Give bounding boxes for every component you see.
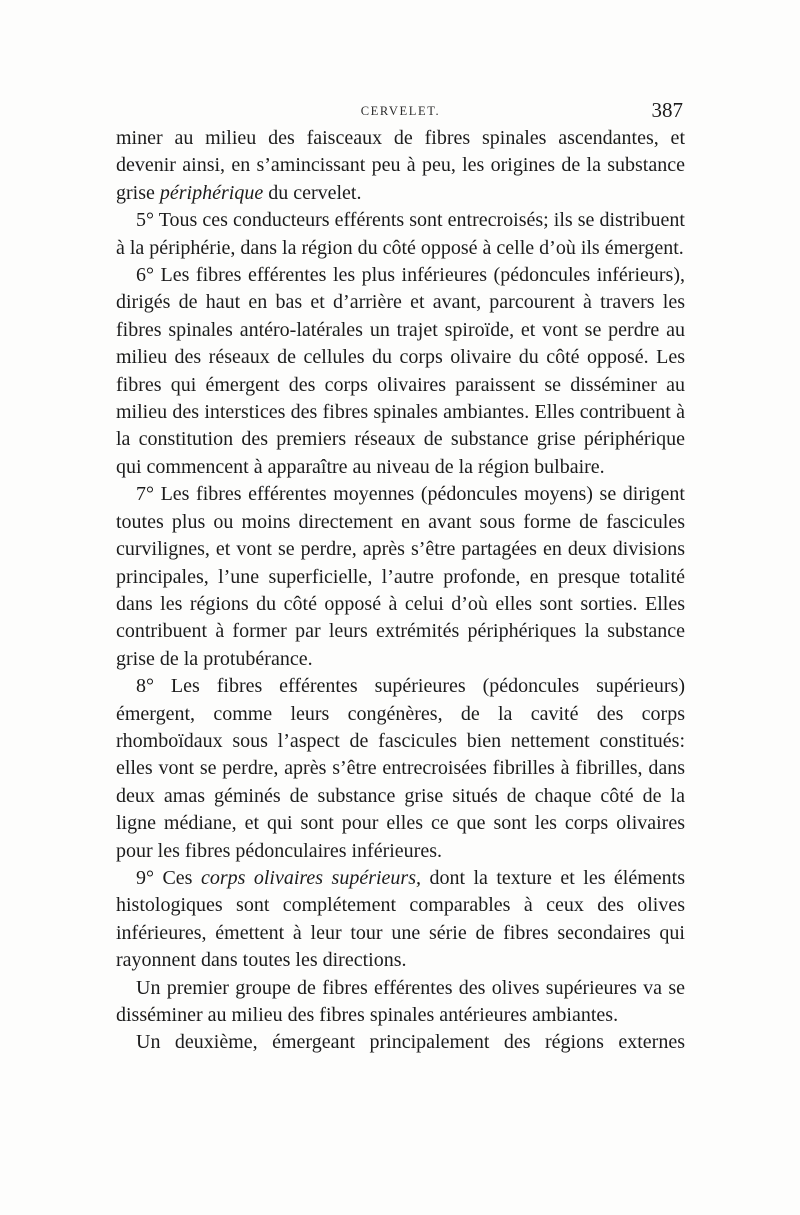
paragraph-6: 6° Les fibres efférentes les plus inférieures (pédoncules inférieurs), dirigés de haut en bas et d’arrière et avant, parcourent à travers les fibres spinales antéro-latérales un trajet spiroïde, et vont se perdre au milieu des réseaux de cellules du corps olivaire du côté opposé. Les fibres qui émergent des corps olivaires paraissent se disséminer au milieu des interstices des fibres spinales ambiantes. Elles contribuent à la constitution des premiers réseaux de substance grise périphérique qui commencent à apparaître au niveau de la région bulbaire. bbox=[116, 264, 685, 478]
paragraph-8: 8° Les fibres efférentes supérieures (pédoncules supérieurs) émergent, comme leurs congénères, de la cavité des corps rhomboïdaux sous l’aspect de fascicules bien nettement constitués: elles vont se perdre, après s’être entrecroisées fibrilles à fibrilles, dans deux amas géminés de substance grise situés de chaque côté de la ligne médiane, et qui sont pour elles ce que sont les corps olivaires pour les fibres pédonculaires inférieures. bbox=[116, 675, 685, 862]
italic-term: corps olivaires supérieurs, bbox=[200, 866, 421, 889]
page-number: 387 bbox=[651, 98, 683, 122]
paragraph-deuxieme: Un deuxième, émergeant principalement des régions externes bbox=[136, 1031, 685, 1054]
paragraph-5: 5° Tous ces conducteurs efférents sont entrecroisés; ils se distribuent à la périphérie, dans la région du côté opposé à celle d’où ils émergent. bbox=[116, 209, 685, 259]
paragraph-text: 9° Ces bbox=[136, 866, 193, 889]
paragraph-continued bbox=[116, 125, 685, 207]
body-text bbox=[116, 125, 685, 1057]
paragraph-7: 7° Les fibres efférentes moyennes (pédoncules moyens) se dirigent toutes plus ou moins directement en avant sous forme de fascicules curvilignes, et vont se perdre, après s’être partagées en deux divisions principales, l’une superficielle, l’autre profonde, en presque totalité dans les régions du côté opposé à celui d’où elles sont sorties. Elles contribuent à former par leurs extrémités périphériques la substance grise de la protubérance. bbox=[116, 483, 685, 670]
paragraph-text: dont la texture et les éléments histologiques sont complétement comparables à ceux des olives inférieures, émettent à leur tour une série de fibres secondaires qui rayonnent dans toutes les directions. bbox=[116, 866, 686, 972]
page-header bbox=[116, 96, 685, 126]
paragraph-premier-groupe: Un premier groupe de fibres efférentes des olives supérieures va se disséminer au milieu des fibres spinales antérieures ambiantes. bbox=[116, 976, 685, 1026]
running-title: CERVELET. bbox=[360, 104, 441, 118]
italic-term: périphérique bbox=[159, 181, 264, 204]
paragraph-9 bbox=[116, 865, 685, 975]
paragraph-text: miner au milieu des faisceaux de fibres spinales ascendantes, et devenir ainsi, en s’amincissant peu à peu, les origines de la substance grise bbox=[116, 127, 685, 204]
paragraph-text: du cervelet. bbox=[268, 181, 362, 204]
